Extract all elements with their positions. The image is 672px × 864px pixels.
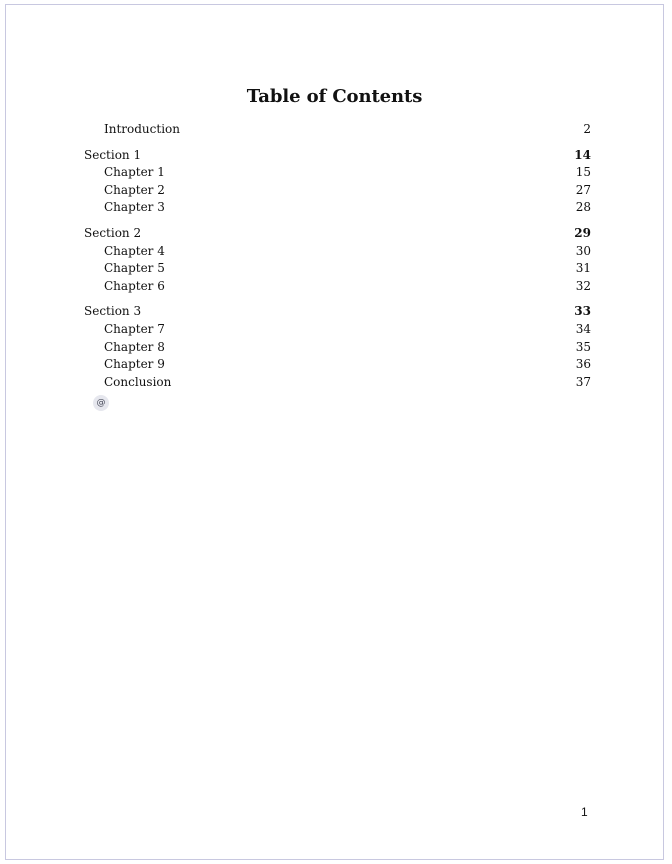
- toc-entry-label: Section 3: [84, 304, 142, 319]
- toc-entry-page-number: 14: [574, 147, 591, 162]
- toc-entry-page-number: 36: [575, 357, 591, 372]
- page-number: 1: [581, 805, 588, 819]
- toc-entry-page-number: 2: [583, 122, 591, 136]
- toc-entry-label: Chapter 5: [104, 261, 165, 276]
- toc-section-entry[interactable]: [84, 303, 591, 321]
- toc-entry-page-number: 30: [575, 243, 591, 258]
- toc-entry-page-number: 34: [575, 321, 591, 336]
- toc-entry-page-number: 29: [574, 225, 591, 240]
- toc-entry[interactable]: [84, 321, 591, 339]
- document-page: [5, 4, 664, 860]
- toc-entry[interactable]: [84, 243, 591, 261]
- toc-section-entry[interactable]: [84, 147, 591, 165]
- toc-entry-label: Chapter 3: [104, 200, 165, 215]
- toc-entry[interactable]: [84, 374, 591, 392]
- toc-entry-page-number: 31: [575, 261, 591, 276]
- toc-entry-label: Chapter 2: [104, 182, 165, 197]
- toc-entry-page-number: 35: [575, 339, 591, 354]
- toc-entry[interactable]: [84, 356, 591, 374]
- toc-entry-label: Chapter 6: [104, 278, 165, 293]
- toc-entry-label: Chapter 7: [104, 321, 165, 336]
- toc-entry[interactable]: [84, 260, 591, 278]
- toc-entry[interactable]: [84, 164, 591, 182]
- toc-entry-label: Section 2: [84, 225, 142, 240]
- toc-entry-label: Chapter 1: [104, 165, 165, 180]
- toc-entry-page-number: 33: [574, 304, 591, 319]
- toc-section-entry[interactable]: [84, 225, 591, 243]
- toc-entry-label: Chapter 9: [104, 357, 165, 372]
- toc-entry-page-number: 15: [575, 165, 591, 180]
- toc-entry-label: Chapter 8: [104, 339, 165, 354]
- toc-entry-page-number: 28: [575, 200, 591, 215]
- toc-entry-page-number: 37: [575, 374, 591, 389]
- toc-entry-page-number: 32: [575, 278, 591, 293]
- toc-title: Table of Contents: [246, 86, 423, 107]
- toc-entry-page-number: 27: [575, 182, 591, 197]
- toc-entry-label: Section 1: [84, 147, 142, 162]
- toc-entry[interactable]: [84, 199, 591, 217]
- toc-entry-label: Introduction: [104, 122, 180, 136]
- table-of-contents: [84, 121, 591, 391]
- toc-entry[interactable]: [84, 278, 591, 296]
- toc-entry-label: Conclusion: [104, 374, 172, 389]
- toc-entry-label: Chapter 4: [104, 243, 165, 258]
- mention-badge-icon[interactable]: @: [93, 395, 109, 411]
- toc-entry[interactable]: [84, 339, 591, 357]
- toc-entry[interactable]: [84, 121, 591, 139]
- toc-entry[interactable]: [84, 182, 591, 200]
